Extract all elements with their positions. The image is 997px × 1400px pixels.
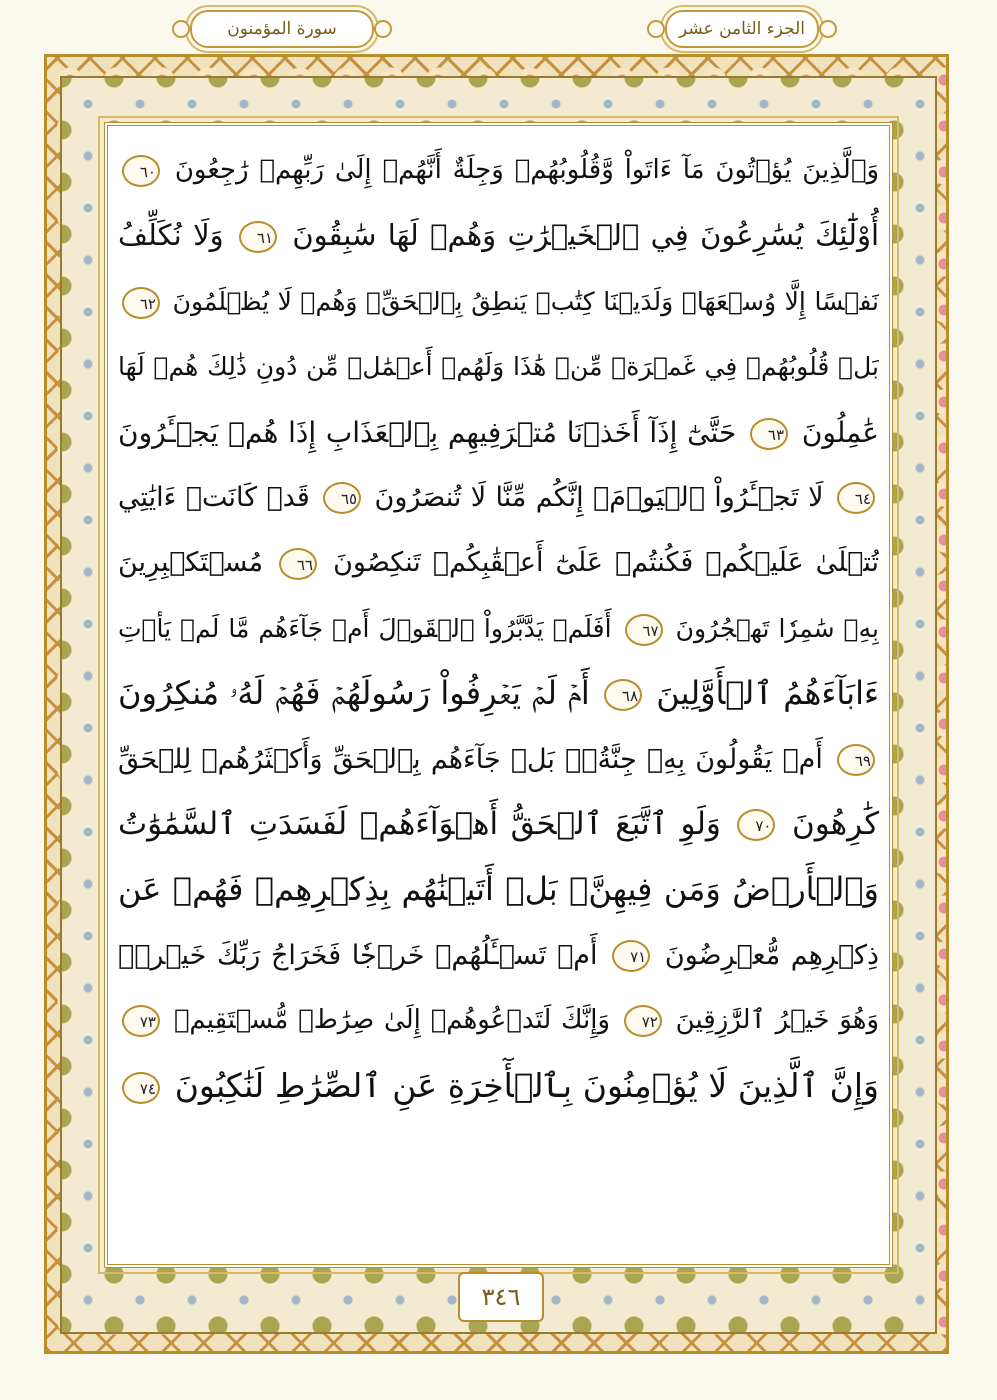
text-line xyxy=(118,792,879,857)
ayah-text: كَٰرِهُونَ xyxy=(792,805,879,842)
page-number-text: ٣٤٦ xyxy=(481,1283,521,1311)
text-line xyxy=(118,334,879,399)
ayah-text: مُسۡتَكۡبِرِينَ xyxy=(118,547,264,579)
ayah-text: حَتَّىٰٓ إِذَآ أَخَذۡنَا مُتۡرَفِيهِم بِٱلۡعَذَابِ إِذَا هُمۡ يَجۡـَٔرُونَ xyxy=(118,415,737,449)
text-line xyxy=(118,923,879,988)
text-line xyxy=(118,857,879,922)
ayah-text: أُوْلَٰٓئِكَ يُسَٰرِعُونَ فِي ٱلۡخَيۡرَٰتِ وَهُمۡ لَهَا سَٰبِقُونَ xyxy=(292,218,879,253)
ayah-text: تُتۡلَىٰ عَلَيۡكُمۡ فَكُنتُمۡ عَلَىٰٓ أَعۡقَٰبِكُمۡ تَنكِصُونَ xyxy=(333,547,879,579)
juz-name-text: الجزء الثامن عشر xyxy=(679,19,806,39)
ayah-text: قَدۡ كَانَتۡ ءَايَٰتِي xyxy=(118,481,310,513)
ayah-text: وَلَا نُكَلِّفُ xyxy=(118,218,224,253)
ayah-number-marker: ٧٤ xyxy=(122,1072,160,1104)
ayah-number-marker: ٦٨ xyxy=(604,679,642,711)
ayah-number-marker: ٦١ xyxy=(239,221,277,253)
ayah-text: وَإِنَّكَ لَتَدۡعُوهُمۡ إِلَىٰ صِرَٰطٖ مُّسۡتَقِيمٖ xyxy=(173,1005,610,1036)
text-line xyxy=(118,988,879,1053)
ayah-number-marker: ٧٠ xyxy=(737,809,775,841)
ayah-text: نَفۡسًا إِلَّا وُسۡعَهَاۖ وَلَدَيۡنَا كِتَٰبٞ يَنطِقُ بِٱلۡحَقِّۚ وَهُمۡ لَا يُظۡلَمُونَ xyxy=(172,286,879,316)
text-line xyxy=(118,138,879,203)
text-line xyxy=(118,269,879,334)
text-line xyxy=(118,203,879,268)
ayah-text: بِهِۦ سَٰمِرٗا تَهۡجُرُونَ xyxy=(675,613,879,643)
quran-text-area xyxy=(118,138,879,1250)
text-line xyxy=(118,530,879,595)
text-line xyxy=(118,400,879,465)
surah-name-label xyxy=(190,10,374,48)
ayah-number-marker: ٧٣ xyxy=(122,1005,160,1037)
text-line xyxy=(118,596,879,661)
ayah-number-marker: ٦٧ xyxy=(625,614,663,646)
ayah-number-marker: ٦٠ xyxy=(122,155,160,187)
ayah-text: وَإِنَّ ٱلَّذِينَ لَا يُؤۡمِنُونَ بِٱلۡأٓخِرَةِ عَنِ ٱلصِّرَٰطِ لَنَٰكِبُونَ xyxy=(174,1066,879,1106)
ayah-number-marker: ٦٣ xyxy=(750,418,788,450)
ayah-text: وَهُوَ خَيۡرُ ٱلرَّٰزِقِينَ xyxy=(675,1005,879,1036)
juz-name-label xyxy=(665,10,819,48)
ayah-text: لَا تَجۡـَٔرُواْ ٱلۡيَوۡمَۖ إِنَّكُم مِّنَّا لَا تُنصَرُونَ xyxy=(374,481,824,513)
surah-name-text: سورة المؤمنون xyxy=(227,19,337,39)
ayah-text: وَٱلۡأَرۡضُ وَمَن فِيهِنَّۚ بَلۡ أَتَيۡنَٰهُم بِذِكۡرِهِمۡ فَهُمۡ عَن xyxy=(118,870,879,909)
ayah-text: وَٱلَّذِينَ يُؤۡتُونَ مَآ ءَاتَواْ وَّقُلُوبُهُمۡ وَجِلَةٌ أَنَّهُمۡ إِلَىٰ رَبِّهِمۡ رَٰجِعُونَ xyxy=(174,155,879,185)
page-number xyxy=(458,1272,544,1322)
ayah-number-marker: ٦٦ xyxy=(279,548,317,580)
ayah-text: ذِكۡرِهِم مُّعۡرِضُونَ xyxy=(664,939,879,971)
ayah-text: وَلَوِ ٱتَّبَعَ ٱلۡحَقُّ أَهۡوَآءَهُمۡ لَفَسَدَتِ ٱلسَّمَٰوَٰتُ xyxy=(118,805,721,842)
ayah-text: بَلۡ قُلُوبُهُمۡ فِي غَمۡرَةٖ مِّنۡ هَٰذَا وَلَهُمۡ أَعۡمَٰلٞ مِّن دُونِ ذَٰلِكَ هُمۡ لَهَا xyxy=(118,352,879,382)
ayah-text: أَمۡ تَسۡـَٔلُهُمۡ خَرۡجٗا فَخَرَاجُ رَبِّكَ خَيۡرٞۖ xyxy=(118,939,598,971)
text-line xyxy=(118,1053,879,1118)
ayah-text: ءَابَآءَهُمُ ٱلۡأَوَّلِينَ xyxy=(656,674,879,713)
ayah-number-marker: ٦٥ xyxy=(323,482,361,514)
ayah-number-marker: ٧١ xyxy=(612,940,650,972)
ayah-text: أَمۡ يَقُولُونَ بِهِۦ جِنَّةُۢۚ بَلۡ جَآءَهُم بِٱلۡحَقِّ وَأَكۡثَرُهُمۡ لِلۡحَقِّ xyxy=(118,743,823,775)
ayah-number-marker: ٦٤ xyxy=(837,482,875,514)
ayah-text: عَٰمِلُونَ xyxy=(801,415,879,449)
ayah-number-marker: ٦٢ xyxy=(122,287,160,319)
text-line xyxy=(118,465,879,530)
text-line xyxy=(118,727,879,792)
ayah-text: أَمۡ لَمۡ يَعۡرِفُواْ رَسُولَهُمۡ فَهُمۡ لَهُۥ مُنكِرُونَ xyxy=(118,674,590,713)
ayah-number-marker: ٦٩ xyxy=(837,744,875,776)
ayah-number-marker: ٧٢ xyxy=(624,1005,662,1037)
ayah-text: أَفَلَمۡ يَدَّبَّرُواْ ٱلۡقَوۡلَ أَمۡ جَآءَهُم مَّا لَمۡ يَأۡتِ xyxy=(118,613,612,643)
text-line xyxy=(118,661,879,726)
